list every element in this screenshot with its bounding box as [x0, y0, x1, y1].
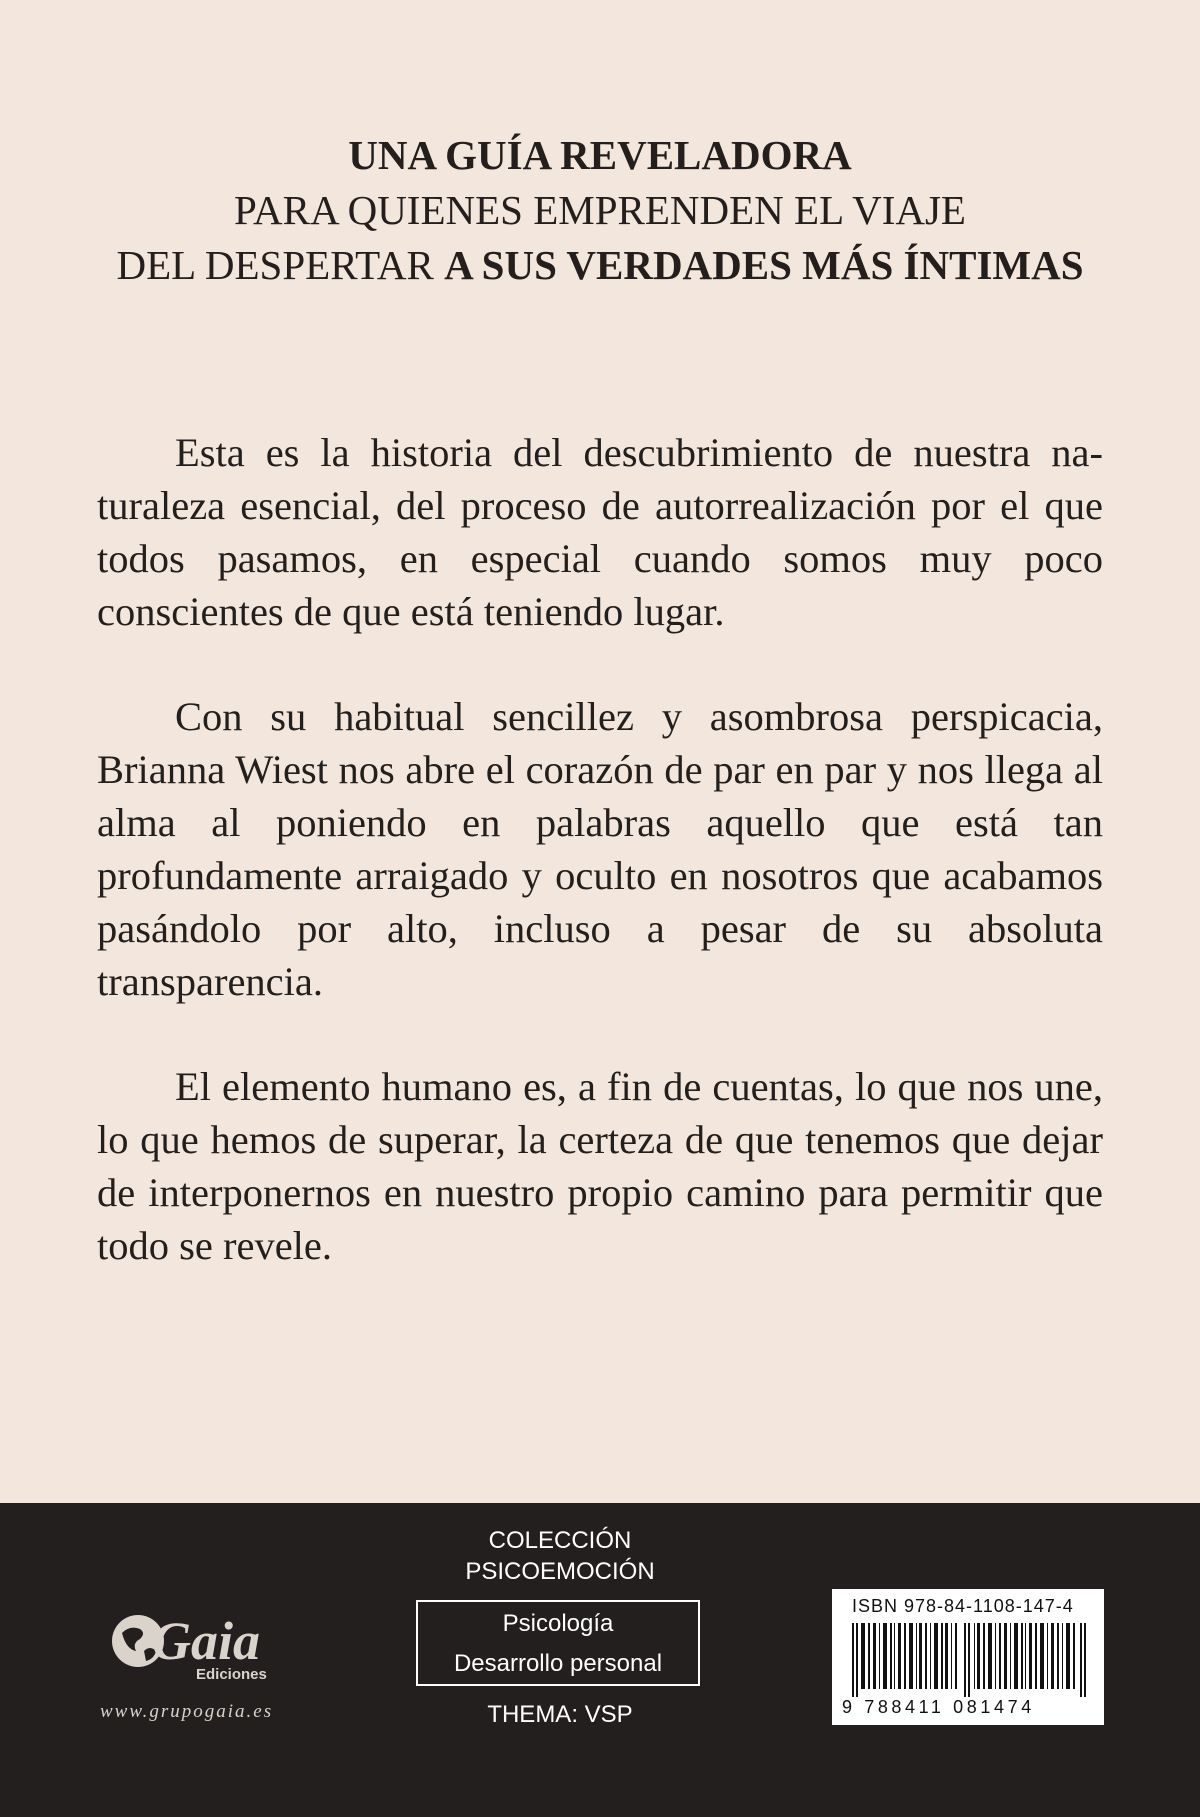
gaia-logo — [100, 1603, 310, 1683]
collection-label — [416, 1525, 704, 1587]
barcode-icon — [848, 1623, 1090, 1697]
synopsis-paragraph-1: Esta es la historia del descubrimiento de nuestra naturaleza esencial, del proceso de autorrealización por el que todos pasamos, en especial cuando somos muy poco conscientes de que está teniendo lugar. — [97, 430, 1103, 634]
footer-band — [0, 1503, 1200, 1817]
isbn-barcode-block — [832, 1589, 1104, 1725]
isbn-label: ISBN 978-84-1108-147-4 — [852, 1596, 1074, 1616]
headline-line-3-bold: A SUS VERDADES MÁS ÍNTIMAS — [444, 242, 1084, 288]
synopsis-paragraph-3: El elemento humano es, a fin de cuentas, lo que nos une, lo que hemos de superar, la certeza de que tenemos que dejar de interponernos en nuestro propio camino para permitir que todo se revele. — [97, 1064, 1103, 1268]
category-box — [416, 1600, 700, 1686]
collection-line-1: COLECCIÓN — [488, 1527, 632, 1554]
logo-wordmark: Gaia — [152, 1611, 260, 1671]
headline — [60, 128, 1140, 293]
thema-code: THEMA: VSP — [487, 1701, 633, 1728]
headline-line-2: PARA QUIENES EMPRENDEN EL VIAJE — [234, 187, 966, 233]
logo-subtitle: Ediciones — [196, 1666, 267, 1683]
headline-line-1: UNA GUÍA REVELADORA — [348, 132, 852, 178]
synopsis — [97, 426, 1103, 1324]
barcode-digits: 9 788411 081474 — [842, 1697, 1035, 1717]
category-1: Psicología — [502, 1610, 614, 1637]
headline-line-3-normal: DEL DESPERTAR — [116, 242, 445, 288]
collection-line-2: PSICOEMOCIÓN — [465, 1558, 655, 1585]
publisher-url: www.grupogaia.es — [100, 1701, 274, 1722]
category-2: Desarrollo personal — [453, 1650, 663, 1677]
synopsis-paragraph-2: Con su habitual sencillez y asombrosa perspicacia, Brianna Wiest nos abre el corazón de par en par y nos llega al alma al poniendo en palabras aquello que está tan profundamente arraigado y oculto en nosotros que acabamos pasándolo por alto, incluso a pesar de su absoluta transparencia. — [97, 694, 1103, 1004]
